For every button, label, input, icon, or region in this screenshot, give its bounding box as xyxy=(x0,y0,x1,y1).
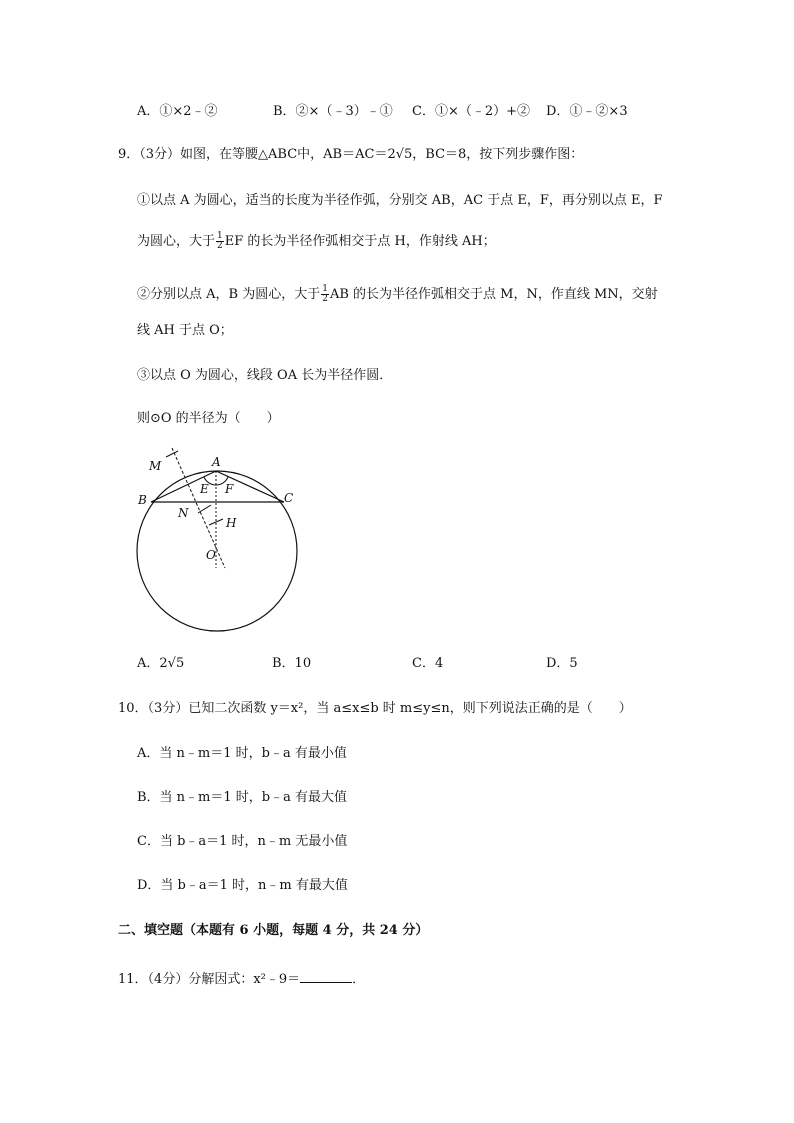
q10-option-b: B．当 n﹣m＝1 时，b﹣a 有最大值 xyxy=(137,790,347,805)
q9-stem: 9．（3分）如图，在等腰△ABC中，AB＝AC＝2√5，BC＝8，按下列步骤作图： xyxy=(118,147,584,162)
label-a: A xyxy=(212,455,221,469)
q8-option-c: C．①×（﹣2）+② xyxy=(412,104,531,119)
q11-text: 11．（4分）分解因式：x²﹣9＝ xyxy=(118,972,301,987)
label-h: H xyxy=(226,516,237,530)
q10-option-a: A．当 n﹣m＝1 时，b﹣a 有最小值 xyxy=(137,746,347,761)
q10-stem: 10．（3分）已知二次函数 y＝x²，当 a≤x≤b 时 m≤y≤n，则下列说法正确的是（ ） xyxy=(118,701,632,716)
label-c: C xyxy=(284,491,294,505)
q9-option-a: A．2√5 xyxy=(137,656,185,671)
label-n: N xyxy=(178,506,189,520)
q11-stem xyxy=(118,969,365,989)
arc-mark-n xyxy=(198,505,211,513)
q9-step2-post: AB 的长为半径作弧相交于点 M，N，作直线 MN，交射 xyxy=(329,287,658,302)
q11-end: ． xyxy=(352,972,366,987)
fraction-numerator: 1 xyxy=(322,284,328,294)
label-m: M xyxy=(149,459,162,473)
q10-option-d: D．当 b﹣a＝1 时，n﹣m 有最大值 xyxy=(137,878,348,893)
q8-option-b: B．②×（﹣3）﹣① xyxy=(273,104,393,119)
fraction-numerator: 1 xyxy=(217,231,223,241)
q9-step1-pre: 为圆心，大于 xyxy=(137,234,216,249)
q8-option-d: D．①﹣②×3 xyxy=(546,104,628,119)
q10-option-c: C．当 b﹣a＝1 时，n﹣m 无最小值 xyxy=(137,834,348,849)
q9-step1-line2 xyxy=(137,232,496,251)
q9-option-c: C．4 xyxy=(412,656,444,671)
q9-step1-fraction xyxy=(216,232,224,251)
fraction-denominator: 2 xyxy=(322,294,328,304)
q9-step2-line1 xyxy=(137,285,658,304)
q9-step2-fraction xyxy=(321,285,329,304)
label-f: F xyxy=(225,482,234,496)
label-o: O xyxy=(206,548,216,562)
section-2-title: 二、填空题（本题有 6 小题，每题 4 分，共 24 分） xyxy=(118,923,429,938)
q9-step3: ③以点 O 为圆心，线段 OA 长为半径作圆． xyxy=(137,368,393,383)
q9-step1-line1: ①以点 A 为圆心，适当的长度为半径作弧，分别交 AB，AC 于点 E，F，再分别以点 E，F xyxy=(137,193,663,208)
q9-option-b: B．10 xyxy=(272,656,312,671)
q9-question: 则⊙O 的半径为（ ） xyxy=(137,411,280,426)
fraction-denominator: 2 xyxy=(217,241,223,251)
label-e: E xyxy=(200,482,209,496)
arc-mark-m xyxy=(166,451,178,457)
q9-geometry-figure xyxy=(132,443,302,638)
q8-option-a: A．①×2﹣② xyxy=(137,104,218,119)
q9-option-d: D．5 xyxy=(546,656,578,671)
label-b: B xyxy=(138,493,147,507)
answer-blank[interactable] xyxy=(300,969,352,983)
q9-step1-post: EF 的长为半径作弧相交于点 H，作射线 AH； xyxy=(224,234,496,249)
q9-step2-line2: 线 AH 于点 O； xyxy=(137,323,233,338)
q9-step2-pre: ②分别以点 A，B 为圆心，大于 xyxy=(137,287,321,302)
